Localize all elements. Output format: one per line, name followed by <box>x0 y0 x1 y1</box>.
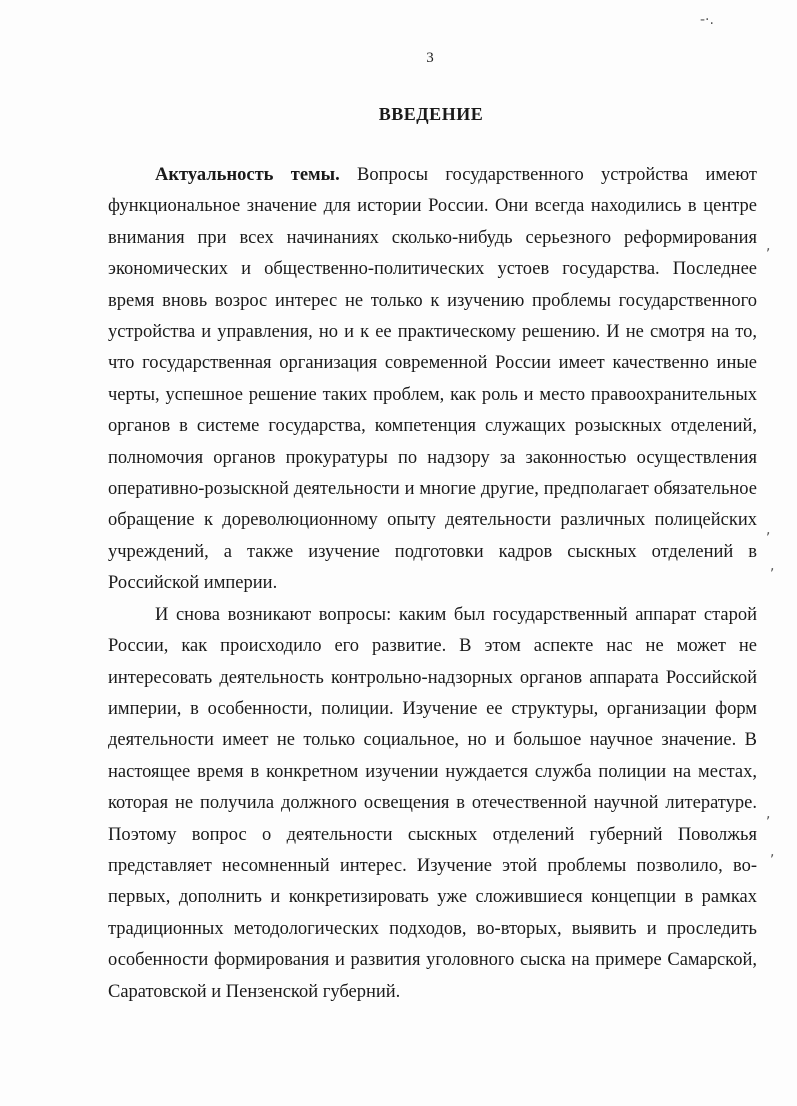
paragraph-1 <box>108 160 757 600</box>
paragraph-lead: Актуальность темы. <box>155 165 340 185</box>
scan-speck-icon: , <box>770 844 775 860</box>
document-body <box>108 160 757 1008</box>
scan-speck-icon: , <box>766 522 771 538</box>
scan-speck-icon: , <box>766 806 771 822</box>
scan-speck-icon: , <box>770 558 775 574</box>
page-number: 3 <box>426 50 434 66</box>
page-title: ВВЕДЕНИЕ <box>378 104 484 124</box>
paragraph-text: И снова возникают вопросы: каким был государственный аппарат старой России, как происходило его развитие. В этом аспекте нас не может не интересовать деятельность контрольно-надзорных органов аппарата Российской империи, в особенности, полиции. Изучение ее структуры, организации форм деятельности имеет не только социальное, но и большое научное значение. В настоящее время в конкретном изучении нуждается служба полиции на местах, которая не получила должного освещения в отечественной научной литературе. Поэтому вопрос о деятельности сыскных отделений губерний Поволжья представляет несомненный интерес. Изучение этой проблемы позволило, во-первых, дополнить и конкретизировать уже сложившиеся концепции в рамках традиционных методологических подходов, во-вторых, выявить и проследить особенности формирования и развития уголовного сыска на примере Самарской, Саратовской и Пензенской губерний. <box>108 604 757 1002</box>
paragraph-text: Вопросы государственного устройства имеют функциональное значение для истории России. Они всегда находились в центре внимания при всех начинаниях сколько-нибудь серьезного реформирования экономических и общественно-политических устоев государства. Последнее время вновь возрос интерес не только к изучению проблемы государственного устройства и управления, но и к ее практическому решению. И не смотря на то, что государственная организация современной России имеет качественно иные черты, успешное решение таких проблем, как роль и место правоохранительных органов в системе государства, компетенция служащих розыскных отделений, полномочия органов прокуратуры по надзору за законностью осуществления оперативно-розыскной деятельности и многие другие, предполагает обязательное обращение к дореволюционному опыту деятельности различных полицейских учреждений, а также изучение подготовки кадров сыскных отделений в Российской империи. <box>108 165 757 594</box>
scan-speck-icon: -·. <box>700 12 714 28</box>
paragraph-2 <box>108 600 757 1008</box>
scan-speck-icon: , <box>766 238 771 254</box>
